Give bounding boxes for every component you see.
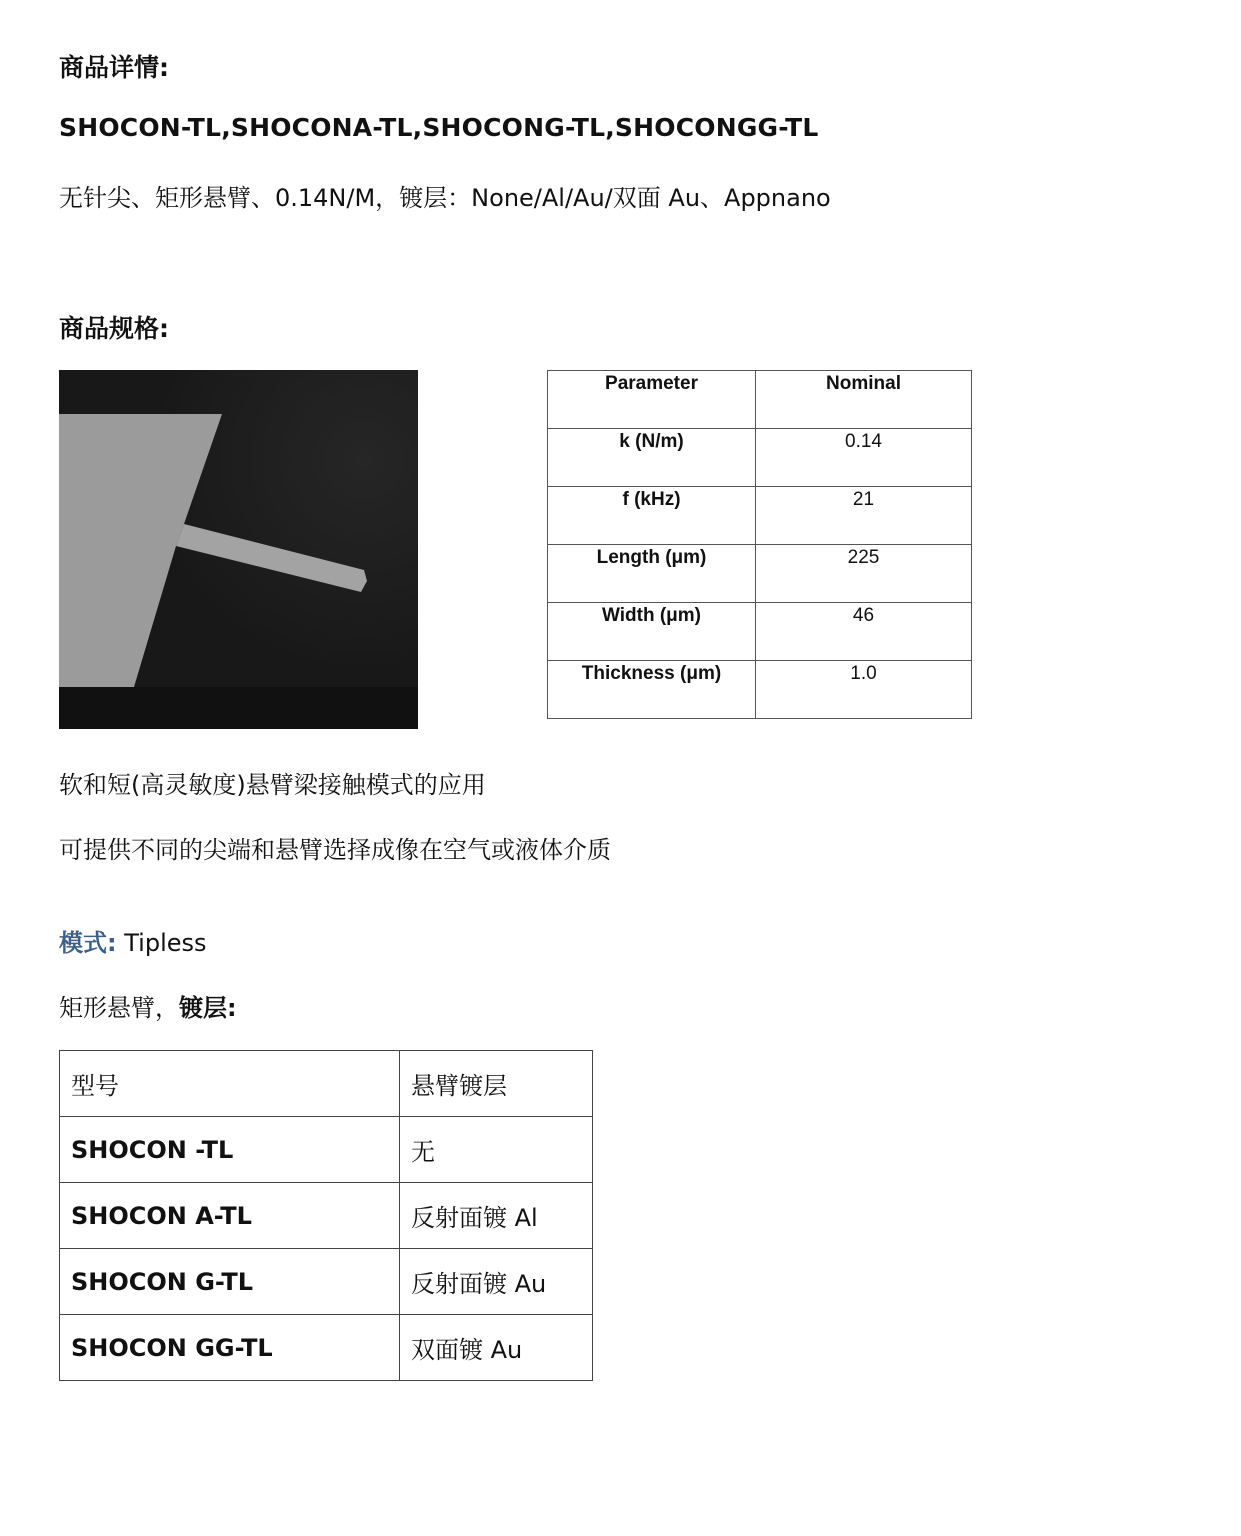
coating-model: SHOCON GG-TL	[60, 1315, 400, 1381]
cantilever-image	[59, 370, 418, 729]
spec-value: 0.14	[756, 429, 972, 487]
coating-value: 反射面镀 Au	[400, 1249, 593, 1315]
coating-label: 镀层:	[179, 994, 237, 1022]
spec-parameter: Width (μm)	[548, 603, 756, 661]
table-row	[60, 1315, 593, 1381]
coating-model: SHOCON G-TL	[60, 1249, 400, 1315]
coating-table	[59, 1050, 593, 1381]
spec-value: 1.0	[756, 661, 972, 719]
product-title: SHOCON-TL,SHOCONA-TL,SHOCONG-TL,SHOCONGG-TL	[59, 113, 819, 142]
spec-value: 225	[756, 545, 972, 603]
mode-line	[59, 923, 207, 958]
coating-value: 反射面镀 Al	[400, 1183, 593, 1249]
application-line-2: 可提供不同的尖端和悬臂选择成像在空气或液体介质	[59, 836, 611, 864]
spec-header-parameter: Parameter	[548, 371, 756, 429]
coating-prefix: 矩形悬臂，	[59, 994, 179, 1022]
coating-line	[59, 988, 237, 1023]
application-line-1: 软和短(高灵敏度)悬臂梁接触模式的应用	[59, 771, 486, 799]
coating-table-header	[60, 1051, 593, 1117]
spec-table-header	[548, 371, 972, 429]
spec-parameter: k (N/m)	[548, 429, 756, 487]
specs-heading: 商品规格:	[59, 314, 169, 343]
table-row	[548, 545, 972, 603]
details-heading: 商品详情:	[59, 53, 169, 82]
mode-value: Tipless	[116, 929, 207, 957]
table-row	[60, 1117, 593, 1183]
table-row	[60, 1249, 593, 1315]
spec-value: 21	[756, 487, 972, 545]
spec-value: 46	[756, 603, 972, 661]
spec-parameter: Thickness (μm)	[548, 661, 756, 719]
coating-model: SHOCON A-TL	[60, 1183, 400, 1249]
table-row	[60, 1183, 593, 1249]
coating-value: 无	[400, 1117, 593, 1183]
coating-value: 双面镀 Au	[400, 1315, 593, 1381]
table-row	[548, 603, 972, 661]
table-row	[548, 429, 972, 487]
spec-parameter: f (kHz)	[548, 487, 756, 545]
mode-label: 模式:	[59, 929, 117, 957]
spec-parameter: Length (μm)	[548, 545, 756, 603]
table-row	[548, 487, 972, 545]
spec-header-nominal: Nominal	[756, 371, 972, 429]
spec-table	[547, 370, 972, 719]
coating-header-coating: 悬臂镀层	[400, 1051, 593, 1117]
coating-header-model: 型号	[60, 1051, 400, 1117]
product-description: 无针尖、矩形悬臂、0.14N/M，镀层：None/Al/Au/双面 Au、Appnano	[59, 184, 831, 212]
table-row	[548, 661, 972, 719]
cantilever-illustration	[59, 370, 418, 729]
coating-model: SHOCON -TL	[60, 1117, 400, 1183]
